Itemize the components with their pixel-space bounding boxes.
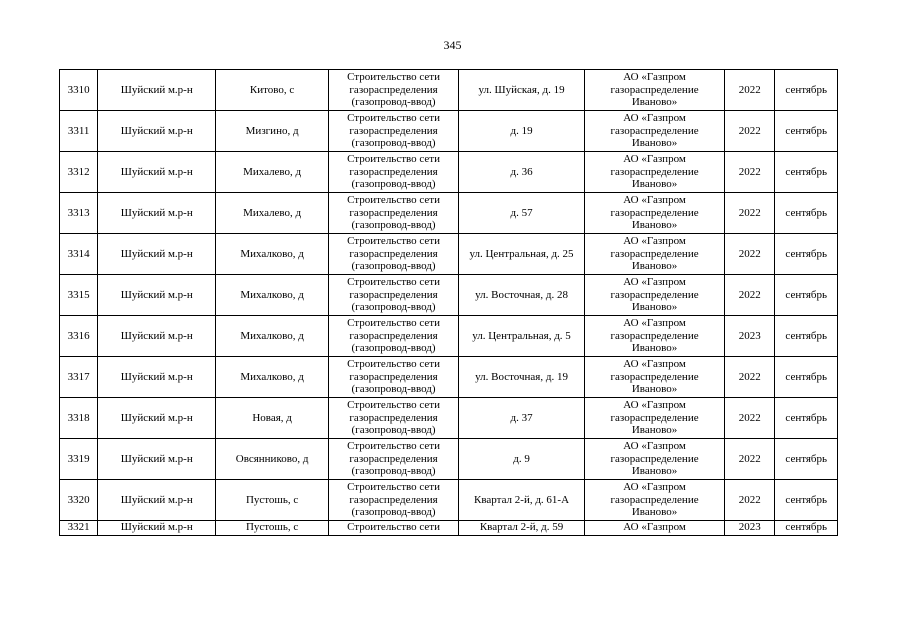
work-type-cell: Строительство сети газораспределения (газопровод-ввод) — [329, 234, 459, 275]
month-cell: сентябрь — [775, 70, 838, 111]
work-type-cell: Строительство сети газораспределения (газопровод-ввод) — [329, 111, 459, 152]
operator-cell: АО «Газпром газораспределение Иваново» — [585, 398, 725, 439]
table-row — [60, 521, 838, 536]
address-cell: Квартал 2-й, д. 61-А — [459, 480, 585, 521]
table-row — [60, 439, 838, 480]
operator-cell: АО «Газпром газораспределение Иваново» — [585, 480, 725, 521]
district-cell: Шуйский м.р-н — [98, 316, 216, 357]
year-cell: 2023 — [725, 316, 775, 357]
row-number: 3316 — [60, 316, 98, 357]
year-cell: 2023 — [725, 521, 775, 536]
address-cell: д. 19 — [459, 111, 585, 152]
address-cell: д. 37 — [459, 398, 585, 439]
year-cell: 2022 — [725, 275, 775, 316]
district-cell: Шуйский м.р-н — [98, 111, 216, 152]
operator-cell: АО «Газпром газораспределение Иваново» — [585, 152, 725, 193]
operator-cell: АО «Газпром газораспределение Иваново» — [585, 357, 725, 398]
operator-cell: АО «Газпром газораспределение Иваново» — [585, 316, 725, 357]
operator-cell: АО «Газпром газораспределение Иваново» — [585, 275, 725, 316]
settlement-cell: Овсянниково, д — [216, 439, 329, 480]
table-row — [60, 193, 838, 234]
settlement-cell: Михалково, д — [216, 357, 329, 398]
settlement-cell: Михалково, д — [216, 316, 329, 357]
settlement-cell: Пустошь, с — [216, 521, 329, 536]
district-cell: Шуйский м.р-н — [98, 398, 216, 439]
month-cell: сентябрь — [775, 439, 838, 480]
year-cell: 2022 — [725, 398, 775, 439]
work-type-cell: Строительство сети газораспределения (газопровод-ввод) — [329, 480, 459, 521]
work-type-cell: Строительство сети газораспределения (газопровод-ввод) — [329, 70, 459, 111]
settlement-cell: Михалково, д — [216, 234, 329, 275]
table-row — [60, 70, 838, 111]
row-number: 3320 — [60, 480, 98, 521]
table-row — [60, 234, 838, 275]
settlement-cell: Михалково, д — [216, 275, 329, 316]
work-type-cell: Строительство сети газораспределения (газопровод-ввод) — [329, 193, 459, 234]
month-cell: сентябрь — [775, 234, 838, 275]
table-row — [60, 398, 838, 439]
address-cell: ул. Шуйская, д. 19 — [459, 70, 585, 111]
address-cell: ул. Восточная, д. 19 — [459, 357, 585, 398]
operator-cell: АО «Газпром газораспределение Иваново» — [585, 234, 725, 275]
work-type-cell: Строительство сети — [329, 521, 459, 536]
settlement-cell: Михалево, д — [216, 193, 329, 234]
row-number: 3310 — [60, 70, 98, 111]
table-row — [60, 111, 838, 152]
page-number: 345 — [443, 38, 462, 52]
row-number: 3312 — [60, 152, 98, 193]
row-number: 3321 — [60, 521, 98, 536]
work-type-cell: Строительство сети газораспределения (газопровод-ввод) — [329, 398, 459, 439]
table-row — [60, 480, 838, 521]
work-type-cell: Строительство сети газораспределения (газопровод-ввод) — [329, 152, 459, 193]
address-cell: д. 9 — [459, 439, 585, 480]
row-number: 3318 — [60, 398, 98, 439]
settlement-cell: Михалево, д — [216, 152, 329, 193]
settlement-cell: Мизгино, д — [216, 111, 329, 152]
district-cell: Шуйский м.р-н — [98, 480, 216, 521]
year-cell: 2022 — [725, 357, 775, 398]
row-number: 3319 — [60, 439, 98, 480]
district-cell: Шуйский м.р-н — [98, 152, 216, 193]
table-row — [60, 152, 838, 193]
work-type-cell: Строительство сети газораспределения (газопровод-ввод) — [329, 357, 459, 398]
month-cell: сентябрь — [775, 316, 838, 357]
month-cell: сентябрь — [775, 193, 838, 234]
month-cell: сентябрь — [775, 275, 838, 316]
settlement-cell: Новая, д — [216, 398, 329, 439]
year-cell: 2022 — [725, 70, 775, 111]
district-cell: Шуйский м.р-н — [98, 521, 216, 536]
year-cell: 2022 — [725, 480, 775, 521]
row-number: 3314 — [60, 234, 98, 275]
row-number: 3313 — [60, 193, 98, 234]
month-cell: сентябрь — [775, 357, 838, 398]
work-type-cell: Строительство сети газораспределения (газопровод-ввод) — [329, 316, 459, 357]
year-cell: 2022 — [725, 152, 775, 193]
year-cell: 2022 — [725, 193, 775, 234]
table-body — [60, 70, 838, 536]
district-cell: Шуйский м.р-н — [98, 70, 216, 111]
operator-cell: АО «Газпром газораспределение Иваново» — [585, 70, 725, 111]
table-row — [60, 275, 838, 316]
month-cell: сентябрь — [775, 111, 838, 152]
settlement-cell: Пустошь, с — [216, 480, 329, 521]
address-cell: ул. Центральная, д. 25 — [459, 234, 585, 275]
operator-cell: АО «Газпром газораспределение Иваново» — [585, 193, 725, 234]
row-number: 3311 — [60, 111, 98, 152]
month-cell: сентябрь — [775, 152, 838, 193]
table-row — [60, 316, 838, 357]
work-type-cell: Строительство сети газораспределения (газопровод-ввод) — [329, 275, 459, 316]
address-cell: ул. Восточная, д. 28 — [459, 275, 585, 316]
operator-cell: АО «Газпром газораспределение Иваново» — [585, 111, 725, 152]
address-cell: ул. Центральная, д. 5 — [459, 316, 585, 357]
year-cell: 2022 — [725, 234, 775, 275]
district-cell: Шуйский м.р-н — [98, 193, 216, 234]
row-number: 3315 — [60, 275, 98, 316]
district-cell: Шуйский м.р-н — [98, 439, 216, 480]
month-cell: сентябрь — [775, 521, 838, 536]
address-cell: д. 57 — [459, 193, 585, 234]
district-cell: Шуйский м.р-н — [98, 357, 216, 398]
row-number: 3317 — [60, 357, 98, 398]
settlement-cell: Китово, с — [216, 70, 329, 111]
gasification-table — [59, 69, 838, 536]
month-cell: сентябрь — [775, 398, 838, 439]
year-cell: 2022 — [725, 439, 775, 480]
district-cell: Шуйский м.р-н — [98, 234, 216, 275]
address-cell: Квартал 2-й, д. 59 — [459, 521, 585, 536]
table-row — [60, 357, 838, 398]
operator-cell: АО «Газпром газораспределение Иваново» — [585, 439, 725, 480]
address-cell: д. 36 — [459, 152, 585, 193]
year-cell: 2022 — [725, 111, 775, 152]
district-cell: Шуйский м.р-н — [98, 275, 216, 316]
month-cell: сентябрь — [775, 480, 838, 521]
work-type-cell: Строительство сети газораспределения (газопровод-ввод) — [329, 439, 459, 480]
operator-cell: АО «Газпром — [585, 521, 725, 536]
